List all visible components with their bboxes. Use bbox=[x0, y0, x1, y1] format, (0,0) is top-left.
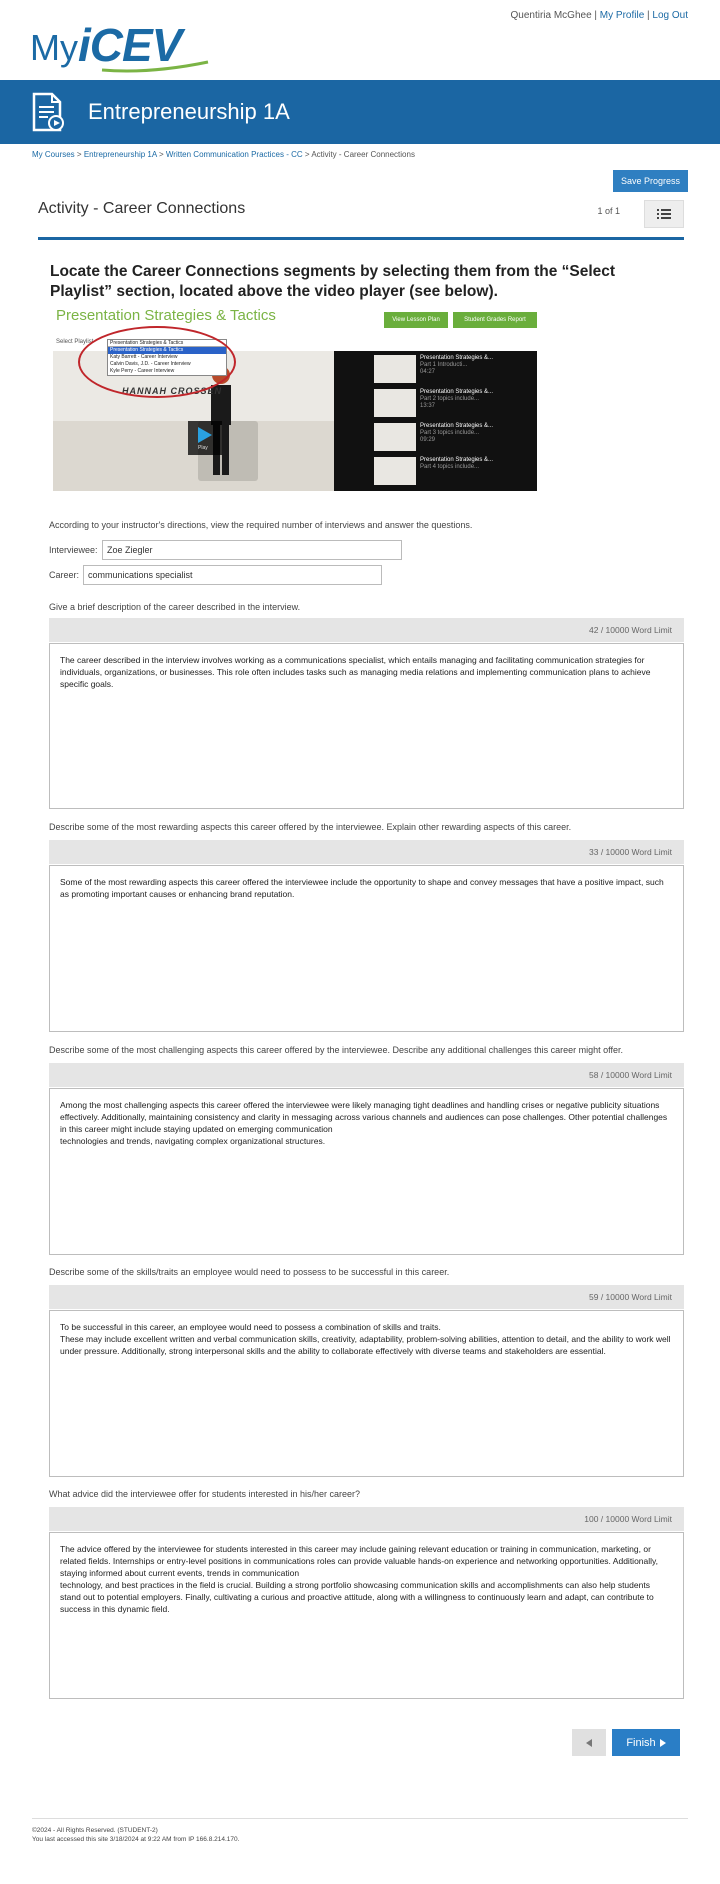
answer-textarea-4[interactable]: To be successful in this career, an employee would need to possess a combination of skills and traits. These may include excellent written and verbal communication skills, creativity, adaptability, problem-solving abilities, attention to detail, and the ability to work well under pressure. Additionally, strong interpersonal skills and the ability to collaborate effectively with diverse teams and stakeholders are essential. bbox=[49, 1310, 684, 1477]
page-indicator: 1 of 1 bbox=[597, 206, 620, 216]
playlist-item bbox=[374, 457, 534, 489]
question-prompt-3: Describe some of the most challenging aspects this career offered by the interviewee. Describe any additional challenges this career might offer. bbox=[49, 1045, 623, 1055]
breadcrumb-my-courses[interactable]: My Courses bbox=[32, 150, 75, 159]
playlist-thumbnail bbox=[374, 355, 416, 383]
word-limit-bar-4: 59 / 10000 Word Limit bbox=[49, 1285, 684, 1309]
course-title: Entrepreneurship 1A bbox=[88, 99, 290, 124]
word-limit-bar-2: 33 / 10000 Word Limit bbox=[49, 840, 684, 864]
breadcrumb-separator: > bbox=[156, 150, 166, 159]
footer bbox=[32, 1826, 239, 1844]
interviewee-input[interactable]: Zoe Ziegler bbox=[102, 540, 402, 560]
playlist-item bbox=[374, 389, 534, 421]
document-video-icon bbox=[30, 92, 66, 132]
instructions-heading: Locate the Career Connections segments by selecting them from the “Select Playlist” section, located above the video player (see below). bbox=[50, 263, 616, 300]
playlist-item-sub: Part 2 topics include... bbox=[420, 396, 480, 402]
previous-button[interactable] bbox=[572, 1729, 606, 1756]
answer-textarea-3[interactable]: Among the most challenging aspects this career offered the interviewee were likely managing tight deadlines and handling crises or negative publicity situations effectively. Additionally, maintaining consistency and clarity in messaging across various channels and audiences can pose challenges. Other potential challenges in this career might include staying updated on emerging communication technologies and trends, navigating complex organizational structures. bbox=[49, 1088, 684, 1255]
finish-label: Finish bbox=[626, 1736, 656, 1749]
top-header bbox=[0, 0, 720, 80]
activity-title: Activity - Career Connections bbox=[38, 200, 246, 217]
logo-swoosh-icon bbox=[100, 60, 210, 74]
dropdown-option: Katy Barrett - Career Interview bbox=[110, 354, 178, 360]
caret-right-icon bbox=[660, 1739, 666, 1747]
footer-last-access: You last accessed this site 3/18/2024 at 9:22 AM from IP 166.8.214.170. bbox=[32, 1836, 240, 1843]
user-links bbox=[510, 10, 688, 21]
playlist-item-sub: Part 4 topics include... bbox=[420, 464, 480, 470]
log-out-link[interactable]: Log Out bbox=[652, 10, 688, 21]
highlight-oval bbox=[78, 326, 236, 398]
logo-icev-text: iCEV bbox=[78, 19, 182, 71]
playlist-thumbnail bbox=[374, 389, 416, 417]
save-progress-button[interactable]: Save Progress bbox=[613, 170, 688, 192]
video-playlist bbox=[334, 351, 537, 491]
playlist-thumbnail bbox=[374, 457, 416, 485]
answer-textarea-5[interactable]: The advice offered by the interviewee for students interested in this career may include gaining relevant education or training in communication, marketing, or related fields. Internships or entry-level positions in communications roles can provide valuable hands-on experience and networking opportunities. Additionally, staying informed about current events, trends in communication technology, and best practices in the field is crucial. Building a strong portfolio showcasing communication skills and accomplishments can also help students stand out to potential employers. Finally, cultivating a curious and proactive attitude, along with a willingness to continuously learn and adapt, can contribute to success in this dynamic field. bbox=[49, 1532, 684, 1699]
playlist-thumbnail bbox=[374, 423, 416, 451]
answer-textarea-1[interactable]: The career described in the interview involves working as a communications specialist, which entails managing and facilitating communication strategies for individuals, organizations, or businesses. This role often includes tasks such as managing media relations and implementing communication plans to achieve specific goals. bbox=[49, 643, 684, 809]
student-grades-report-button: Student Grades Report bbox=[453, 312, 537, 328]
caret-left-icon bbox=[586, 1739, 592, 1747]
list-icon bbox=[657, 208, 671, 220]
playlist-item-title: Presentation Strategies &... bbox=[420, 389, 494, 395]
separator: | bbox=[591, 10, 600, 21]
breadcrumb-separator: > bbox=[302, 150, 312, 159]
intro-text: According to your instructor's directions, view the required number of interviews and answer the questions. bbox=[49, 520, 473, 530]
separator: | bbox=[644, 10, 653, 21]
activity-list-button[interactable] bbox=[644, 200, 684, 228]
play-button bbox=[188, 421, 222, 455]
playlist-item-title: Presentation Strategies &... bbox=[420, 457, 494, 463]
playlist-item-time: 13:37 bbox=[420, 403, 436, 409]
breadcrumb bbox=[32, 150, 415, 159]
breadcrumb-current: Activity - Career Connections bbox=[311, 150, 415, 159]
play-icon bbox=[198, 427, 212, 443]
question-prompt-4: Describe some of the skills/traits an employee would need to possess to be successful in this career. bbox=[49, 1267, 450, 1277]
video-panel-image bbox=[52, 306, 537, 492]
my-profile-link[interactable]: My Profile bbox=[599, 10, 645, 21]
word-limit-bar-1: 42 / 10000 Word Limit bbox=[49, 618, 684, 642]
logo-my-text: My bbox=[30, 27, 78, 68]
answer-textarea-2[interactable]: Some of the most rewarding aspects this career offered the interviewee include the opportunity to shape and convey messages that have a positive impact, such as promoting important causes or enhancing brand reputation. bbox=[49, 865, 684, 1032]
playlist-item bbox=[374, 355, 534, 387]
playlist-item-title: Presentation Strategies &... bbox=[420, 355, 494, 361]
career-label: Career: bbox=[49, 570, 80, 580]
dropdown-current-value: Presentation Strategies & Tactics bbox=[108, 340, 226, 347]
playlist-item-sub: Part 1 Introducti... bbox=[420, 362, 468, 368]
course-banner bbox=[0, 80, 720, 144]
dropdown-option: Presentation Strategies & Tactics bbox=[108, 347, 226, 354]
view-lesson-plan-button: View Lesson Plan bbox=[384, 312, 448, 328]
dropdown-option: Kyle Perry - Career Interview bbox=[110, 368, 175, 374]
career-input[interactable]: communications specialist bbox=[83, 565, 382, 585]
playlist-item bbox=[374, 423, 534, 455]
question-prompt-2: Describe some of the most rewarding aspects this career offered by the interviewee. Explain other rewarding aspects of this career. bbox=[49, 822, 572, 832]
breadcrumb-separator: > bbox=[74, 150, 84, 159]
playlist-item-title: Presentation Strategies &... bbox=[420, 423, 494, 429]
breadcrumb-lesson[interactable]: Written Communication Practices - CC bbox=[165, 150, 303, 159]
dropdown-option: Calvin Davis, J.D. - Career Interview bbox=[110, 361, 191, 367]
speaker-name-card: HANNAH CROSSEN bbox=[122, 386, 223, 396]
question-prompt-1: Give a brief description of the career described in the interview. bbox=[49, 602, 301, 612]
word-limit-bar-5: 100 / 10000 Word Limit bbox=[49, 1507, 684, 1531]
footer-copyright: ©2024 - All Rights Reserved. (STUDENT-2) bbox=[32, 1827, 158, 1834]
play-label: Play bbox=[198, 445, 208, 451]
video-panel-title: Presentation Strategies & Tactics bbox=[56, 307, 276, 324]
word-limit-bar-3: 58 / 10000 Word Limit bbox=[49, 1063, 684, 1087]
playlist-item-time: 04:27 bbox=[420, 369, 436, 375]
footer-divider bbox=[32, 1818, 688, 1819]
select-playlist-label: Select Playlist bbox=[56, 339, 94, 345]
interviewee-label: Interviewee: bbox=[49, 545, 98, 555]
myicev-logo[interactable] bbox=[30, 18, 182, 71]
playlist-item-sub: Part 3 topics include... bbox=[420, 430, 480, 436]
playlist-item-time: 09:29 bbox=[420, 437, 436, 443]
question-prompt-5: What advice did the interviewee offer for students interested in his/her career? bbox=[49, 1489, 361, 1499]
finish-button[interactable] bbox=[612, 1729, 680, 1756]
user-name: Quentiria McGhee bbox=[510, 10, 592, 21]
breadcrumb-course[interactable]: Entrepreneurship 1A bbox=[83, 150, 157, 159]
title-divider bbox=[38, 237, 684, 240]
